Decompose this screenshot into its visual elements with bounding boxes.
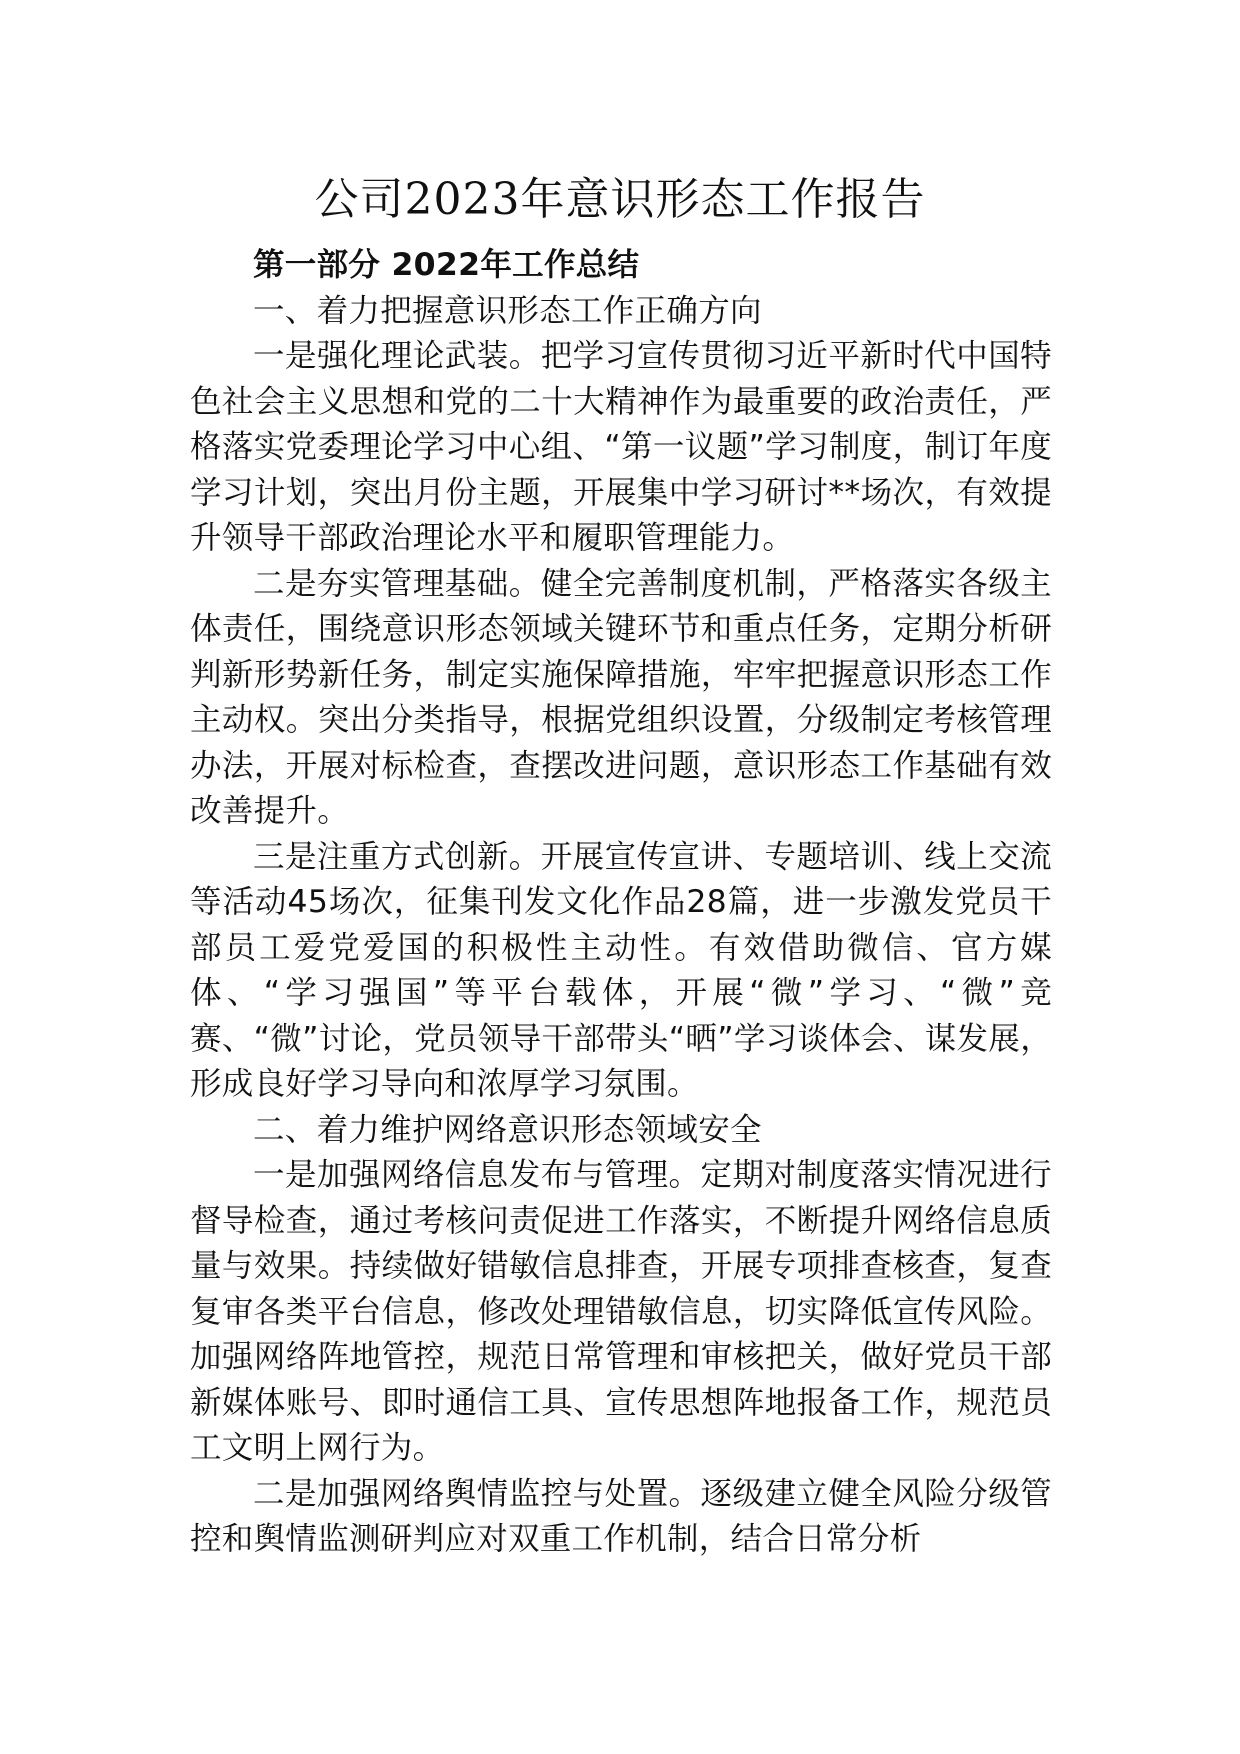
section2-heading: 二、着力维护网络意识形态领域安全	[253, 1111, 762, 1148]
part-heading: 第一部分 2022年工作总结	[253, 247, 640, 283]
section1-heading: 一、着力把握意识形态工作正确方向	[253, 292, 762, 329]
section1-paragraph-2: 二是夯实管理基础。健全完善制度机制，严格落实各级主体责任，围绕意识形态领域关键环节和重点任务，定期分析研判新形势新任务，制定实施保障措施，牢牢把握意识形态工作主动权。突出分类指导，根据党组织设置，分级制定考核管理办法，开展对标检查，查摆改进问题，意识形态工作基础有效改善提升。	[190, 565, 1052, 829]
document-title: 公司2023年意识形态工作报告	[314, 174, 926, 225]
section1-paragraph-3: 三是注重方式创新。开展宣传宣讲、专题培训、线上交流等活动45场次，征集刊发文化作品28篇，进一步激发党员干部员工爱党爱国的积极性主动性。有效借助微信、官方媒体、“学习强国”等平台载体，开展“微”学习、“微”竞赛、“微”讨论，党员领导干部带头“晒”学习谈体会、谋发展，形成良好学习导向和浓厚学习氛围。	[190, 838, 1052, 1102]
section2-paragraph-2: 二是加强网络舆情监控与处置。逐级建立健全风险分级管控和舆情监测研判应对双重工作机制，结合日常分析	[190, 1475, 1052, 1557]
document-body	[190, 243, 1052, 1563]
section2-paragraph-1: 一是加强网络信息发布与管理。定期对制度落实情况进行督导检查，通过考核问责促进工作落实，不断提升网络信息质量与效果。持续做好错敏信息排查，开展专项排查核查，复查复审各类平台信息，修改处理错敏信息，切实降低宣传风险。加强网络阵地管控，规范日常管理和审核把关，做好党员干部新媒体账号、即时通信工具、宣传思想阵地报备工作，规范员工文明上网行为。	[190, 1157, 1052, 1466]
section1-paragraph-1: 一是强化理论武装。把学习宣传贯彻习近平新时代中国特色社会主义思想和党的二十大精神作为最重要的政治责任，严格落实党委理论学习中心组、“第一议题”学习制度，制订年度学习计划，突出月份主题，开展集中学习研讨**场次，有效提升领导干部政治理论水平和履职管理能力。	[190, 338, 1052, 556]
